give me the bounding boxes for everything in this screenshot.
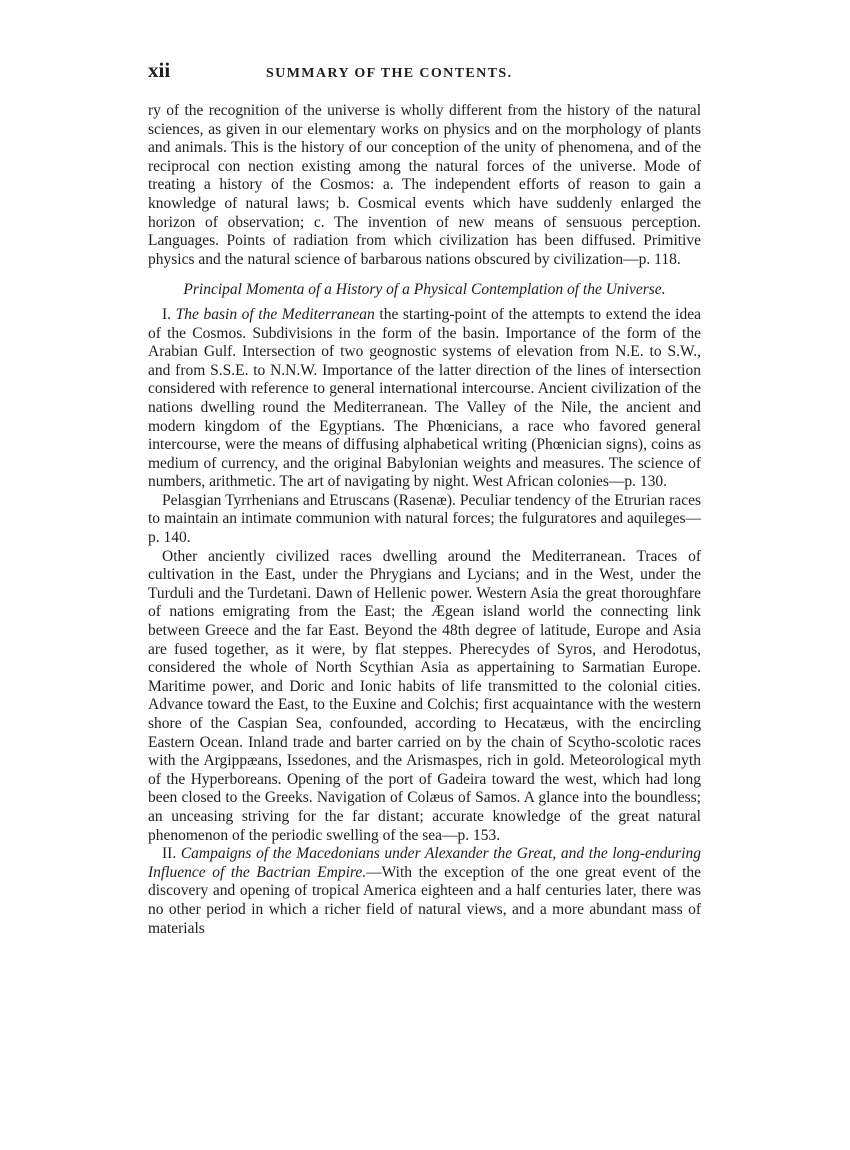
paragraph-mediterranean — [148, 306, 701, 492]
paragraph-mediterranean-text: the starting-point of the attempts to extend the idea of the Cosmos. Subdivisions in the form of the basin. Importance of the form of the Arabian Gulf. Intersection of two geognostic systems of elevation from N.E. to S.W., and from S.S.E. to N.N.W. Importance of the latter direction of the lines of intersection considered with reference to general international intercourse. Ancient civilization of the nations dwelling round the Mediterranean. The Valley of the Nile, the ancient and modern kingdom of the Egyptians. The Phœnicians, a race who favored general intercourse, were the means of diffusing alphabetical writing (Phœnician signs), coins as medium of currency, and the original Babylonian weights and measures. The science of numbers, arithmetic. The art of navigating by night. West African colonies—p. 130. — [148, 305, 702, 491]
running-title: SUMMARY OF THE CONTENTS. — [266, 66, 513, 81]
section-heading: Principal Momenta of a History of a Physical Contemplation of the Universe. — [183, 281, 666, 299]
page-header — [148, 58, 701, 88]
paragraph-etruscans: Pelasgian Tyrrhenians and Etruscans (Rasenæ). Peculiar tendency of the Etrurian races to maintain an intimate communion with natural forces; the fulguratores and aquileges—p. 140. — [148, 491, 701, 547]
page-body — [148, 102, 701, 938]
section-number-2: II. — [162, 845, 177, 863]
paragraph-other-races: Other anciently civilized races dwelling around the Mediterranean. Traces of cultivation in the East, under the Phrygians and Lycians; and in the West, under the Turduli and the Turdetani. Dawn of Hellenic power. Western Asia the great thoroughfare of nations emigrating from the East; the Ægean island world the connecting link between Greece and the far East. Beyond the 48th degree of latitude, Europe and Asia are fused together, as it were, by flat steppes. Pherecydes of Syros, and Herodotus, considered the whole of North Scythian Asia as appertaining to Sarmatian Europe. Maritime power, and Doric and Ionic habits of life transmitted to the colonial cities. Advance toward the East, to the Euxine and Colchis; first acquaintance with the western shore of the Caspian Sea, confounded, according to Hecatæus, with the encircling Eastern Ocean. Inland trade and barter carried on by the chain of Scytho-scolotic races with the Argippæans, Issedones, and the Arismaspes, rich in gold. Meteorological myth of the Hyperboreans. Opening of the port of Gadeira toward the west, which had long been closed to the Greeks. Navigation of Colæus of Samos. A glance into the boundless; an unceasing striving for the far distant; accurate knowledge of the great natural phenomenon of the periodic swelling of the sea—p. 153. — [148, 547, 701, 844]
paragraph-macedonians-text: —With the exception of the one great event of the discovery and opening of tropical America eighteen and a half centuries later, there was no other period in which a richer field of natural views, and a more abundant mass of materials — [148, 863, 701, 937]
paragraph-continuation: ry of the recognition of the universe is wholly different from the history of the natural sciences, as given in our elementary works on physics and on the morphology of plants and animals. This is the history of our conception of the unity of phenomena, and of the reciprocal con nection existing among the natural forces of the universe. Mode of treating a history of the Cosmos: a. The independent efforts of reason to gain a knowledge of natural laws; b. Cosmical events which have suddenly enlarged the horizon of observation; c. The invention of new means of sensuous perception. Languages. Points of radiation from which civilization has been diffused. Primitive physics and the natural science of barbarous nations obscured by civilization—p. 118. — [148, 102, 701, 268]
paragraph-macedonians — [148, 845, 701, 938]
book-page — [148, 58, 701, 938]
section-lead-1: The basin of the Mediterranean — [175, 305, 375, 323]
section-number-1: I. — [162, 305, 172, 323]
section-lead-2: Campaigns of the Macedonians under Alexander the Great, and the long-enduring Influence of the Bactrian Empire. — [148, 845, 702, 881]
page-number: xii — [148, 58, 171, 82]
